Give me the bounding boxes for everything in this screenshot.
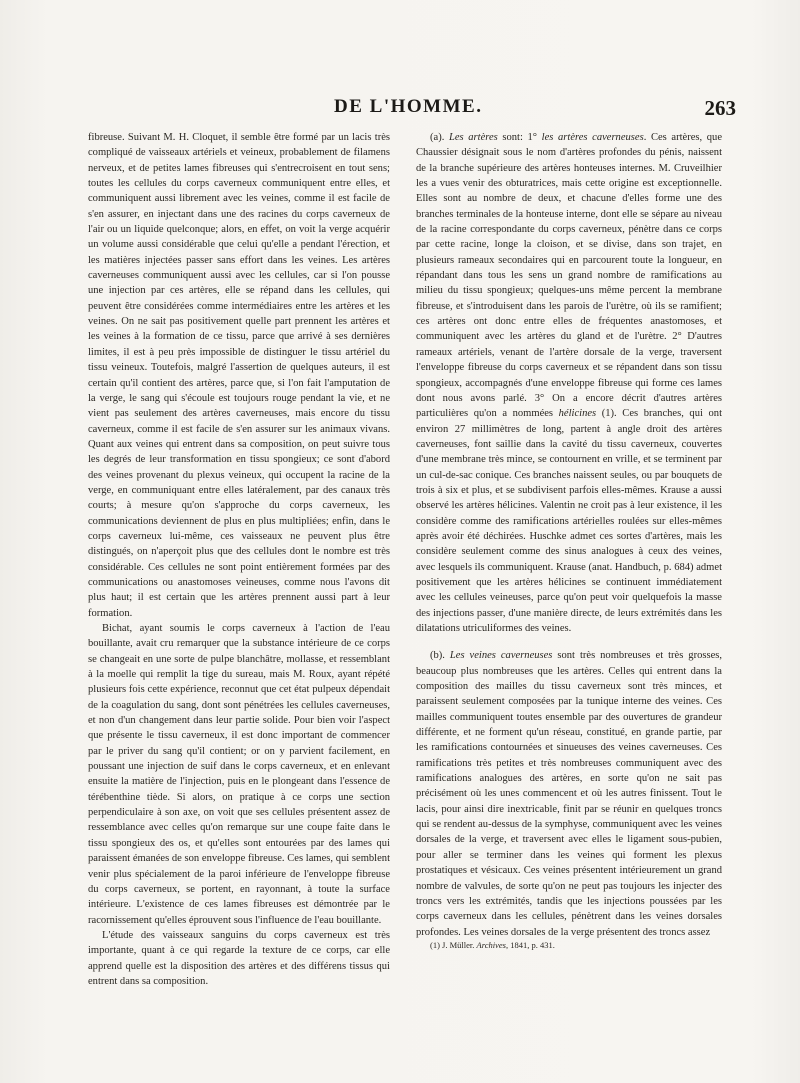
footnote-suffix: , 1841, p. 431. (505, 939, 555, 950)
paragraph-arteries (416, 130, 722, 636)
paragraph: L'étude des vaisseaux sanguins du corps caverneux est très importante, quant à ce qui regarde la texture de ce corps, car elle apprend quelle est la disposition des artères et des différens tissus qui entrent dans sa composition. (88, 929, 390, 987)
italic-term: Les artères (448, 132, 498, 143)
page-number: 263 (704, 96, 736, 120)
page-header (88, 96, 736, 126)
paragraph: fibreuse. Suivant M. H. Cloquet, il semble être formé par un lacis très compliqué de vaisseaux artériels et veineux, probablement de filamens nerveux, et de petites lames fibreuses qui s'entrecroisent en tout sens; toutes les cellules du corps caverneux communiquent entre elles, et communiquent aussi librement avec les veines, comme il est facile de s'en assurer, en injectant dans une des racines du corps caverneux de l'air ou un liquide quelconque; alors, en effet, on voit la verge acquérir un volume aussi considérable que celui qu'elle a pendant l'érection, et les matières injectées passer sans effort dans les veines. Les artères caverneuses communiquent aussi avec les cellules, car si l'on pousse une injection par ces artères, elle se répand dans les cellules, qui peuvent être considérées comme intermédiaires entre les artères et les veines. On ne sait pas positivement quelle part prennent les artères et les veines à la formation de ce tissu, parce que arrivé à ses dernières limites, il est à peu près impossible de distinguer le tissu artériel du tissu veineux. Toutefois, malgré l'assertion de quelques auteurs, il est certain qu'il contient des artères, parce que, si l'on fait l'amputation de la verge, le sang qui s'écoule est toujours rouge pendant la vie, et ne vient pas seulement des artères caverneuses, mais encore du tissu caverneux, comme il est facile de s'en assurer sur les animaux vivans. Quant aux veines qui entrent dans sa composition, on peut suivre tous les degrés de leur transformation en tissu spongieux; ce sont d'abord des veines provenant du plexus veineux, qui occupent la racine de la verge, en communiquant entre elles latéralement, par des canaux très courts; à mesure qu'on s'approche du corps caverneux, les communications deviennent de plus en plus multipliées; enfin, dans le corps caverneux lui-même, ces vaisseaux ne peuvent plus être distingués, on n'aperçoit plus que des cellules dont le nombre est très considérable. Ces cellules ne sont point entièrement formées par des communications ou anastomoses veineuses, comme nous l'avons dit plus haut; il est certain que les artères prennent aussi part à leur formation. (88, 132, 390, 619)
footnote (416, 940, 722, 951)
text-run: (1). Ces branches, qui ont environ 27 millimètres de long, partent à angle droit des artères caverneuses, font saillie dans la cavité du tissu caverneux, couvertes d'une membrane très mince, se contournent en vrille, et se terminent par un cul-de-sac conique. Ces branches naissent seules, ou par bouquets de trois à six et plus, et se subdivisent parfois elles-mêmes. Krause a aussi observé les artères hélicines. Valentin ne croit pas à leur existence, il les considère comme des ramifications artérielles roulées sur elles-mêmes après avoir été déchirées. Huschke admet ces sortes d'artères, mais les considère seulement comme des sinus analogues à ceux des veines, avec lesquels ils communiquent. Krause (anat. Handbuch, p. 684) admet positivement que les artères hélicines se continuent immédiatement avec les cellules veineuses, parce qu'on peut voir quelquefois la masse des injections passer, d'une manière directe, de leurs extrémités dans les dilatations utriculiformes des veines. (416, 408, 722, 634)
text-run: sont très nombreuses et très grosses, beaucoup plus nombreuses que les artères. Celles qui entrent dans la composition des mailles du tissu caverneux sont très minces, et paraissent seulement composées par la tunique interne des veines. Ces mailles communiquent toutes ensemble par des ouvertures de grandeur différente, et ne forment qu'un réseau, constitué, en grande partie, par les ramifications contournées et sinueuses des veines caverneuses. Ces ramifications très petites et très nombreuses communiquent avec des ramifications analogues des artères, en sorte qu'on ne sait pas précisément où les unes commencent et où les autres finissent. Tout le lacis, pour ainsi dire inextricable, finit par se réunir en quelques troncs qui se rendent au-dessus de la symphyse, communiquent avec les veines dorsales de la verge, et traversent avec elles le ligament sous-pubien, pour aller se terminer dans les veines qui forment les plexus prostatiques et vésicaux. Ces veines présentent intérieurement un grand nombre de valvules, de sorte qu'on ne peut pas toujours les injecter des troncs vers les extrémités, tandis que les injections poussées par les corps caverneux dans les cellules, pénètrent dans les veines dorsales profondes. Les veines dorsales de la verge présentent des troncs assez (416, 650, 722, 938)
paragraph-gap (416, 636, 722, 648)
italic-term: Les veines caverneuses (449, 650, 553, 662)
footnote-source: Archives (476, 939, 506, 950)
right-column (416, 130, 722, 951)
paragraph-label: (a). (430, 132, 445, 143)
paragraph-label: (b). (430, 650, 445, 662)
italic-term: hélicines (558, 408, 597, 420)
footnote-prefix: (1) J. Müller. (430, 939, 477, 950)
text-run: . Ces artères, que Chaussier désignait sous le nom d'artères profondes du pénis, naissent de la branche supérieure des artères honteuses internes. M. Cruveilhier les a vues venir des obturatrices, mais cette origine est exceptionnelle. Elles sont au nombre de deux, et chacune d'elles forme une des branches terminales de la honteuse interne, dont elle se sépare au niveau de la racine correspondante du corps caverneux, pénètre dans ce corps par cette racine, longe la cloison, et se divise, dans son trajet, en plusieurs rameaux secondaires qui en parcourent toute la longueur, en répandant dans tous les sens un grand nombre de ramifications au milieu du tissu spongieux; quelques-uns même percent la membrane fibreuse, et s'introduisent dans les parois de l'urètre, où ils se ramifient; ces artères ont donc entre elles de fréquentes anastomoses, et communiquent avec les artères du gland et de l'urètre. 2° D'autres rameaux artériels, venant de l'artère dorsale de la verge, traversent l'enveloppe fibreuse du corps caverneux et se répandent dans son tissu spongieux, accompagnés d'une enveloppe fibreuse qui forme ces lames dont nous avons parlé. 3° On a encore décrit d'autres artères particulières qu'on a nommées (416, 132, 723, 420)
paragraph-veins (416, 648, 722, 940)
paragraph: Bichat, ayant soumis le corps caverneux à l'action de l'eau bouillante, avait cru remarquer que la substance intérieure de ce corps se changeait en une sorte de pulpe blanchâtre, mollasse, et ressemblant à la moelle qui remplit la tige du sureau, mais M. Roux, ayant répété plusieurs fois cette expérience, reconnut que cet état pulpeux dépendait de la coagulation du sang, dont sont pénétrées les cellules caverneuses, et non d'un changement dans leur partie solide. Pour bien voir l'aspect que présente le tissu caverneux, il est donc important de commencer par le priver du sang qu'il contient; or on y parvient facilement, en poussant une injection de suif dans le corps caverneux, et en enlevant ensuite la matière de l'injection, puis en le plongeant dans l'essence de térébenthine tiède. Si alors, on pratique à ce corps une section perpendiculaire à son axe, on voit que ses cellules présentent assez de ressemblance avec celles qu'on remarque sur une coupe faite dans le tissu spongieux des os, et qu'elles sont entourées par des lames qui paraissent émanées de son enveloppe fibreuse. Ces lames, qui semblent venir plus spécialement de la paroi inférieure de l'enveloppe fibreuse du corps caverneux, se portent, en rayonnant, à toute la surface intérieure. L'existence de ces lames fibreuses est démontrée par le racornissement qu'elles éprouvent sous l'influence de l'eau bouillante. (88, 623, 390, 926)
left-column (88, 130, 390, 989)
text-run: sont: 1° (497, 132, 542, 143)
running-title: DE L'HOMME. (334, 96, 483, 117)
italic-term: les artères caverneuses (541, 132, 644, 143)
